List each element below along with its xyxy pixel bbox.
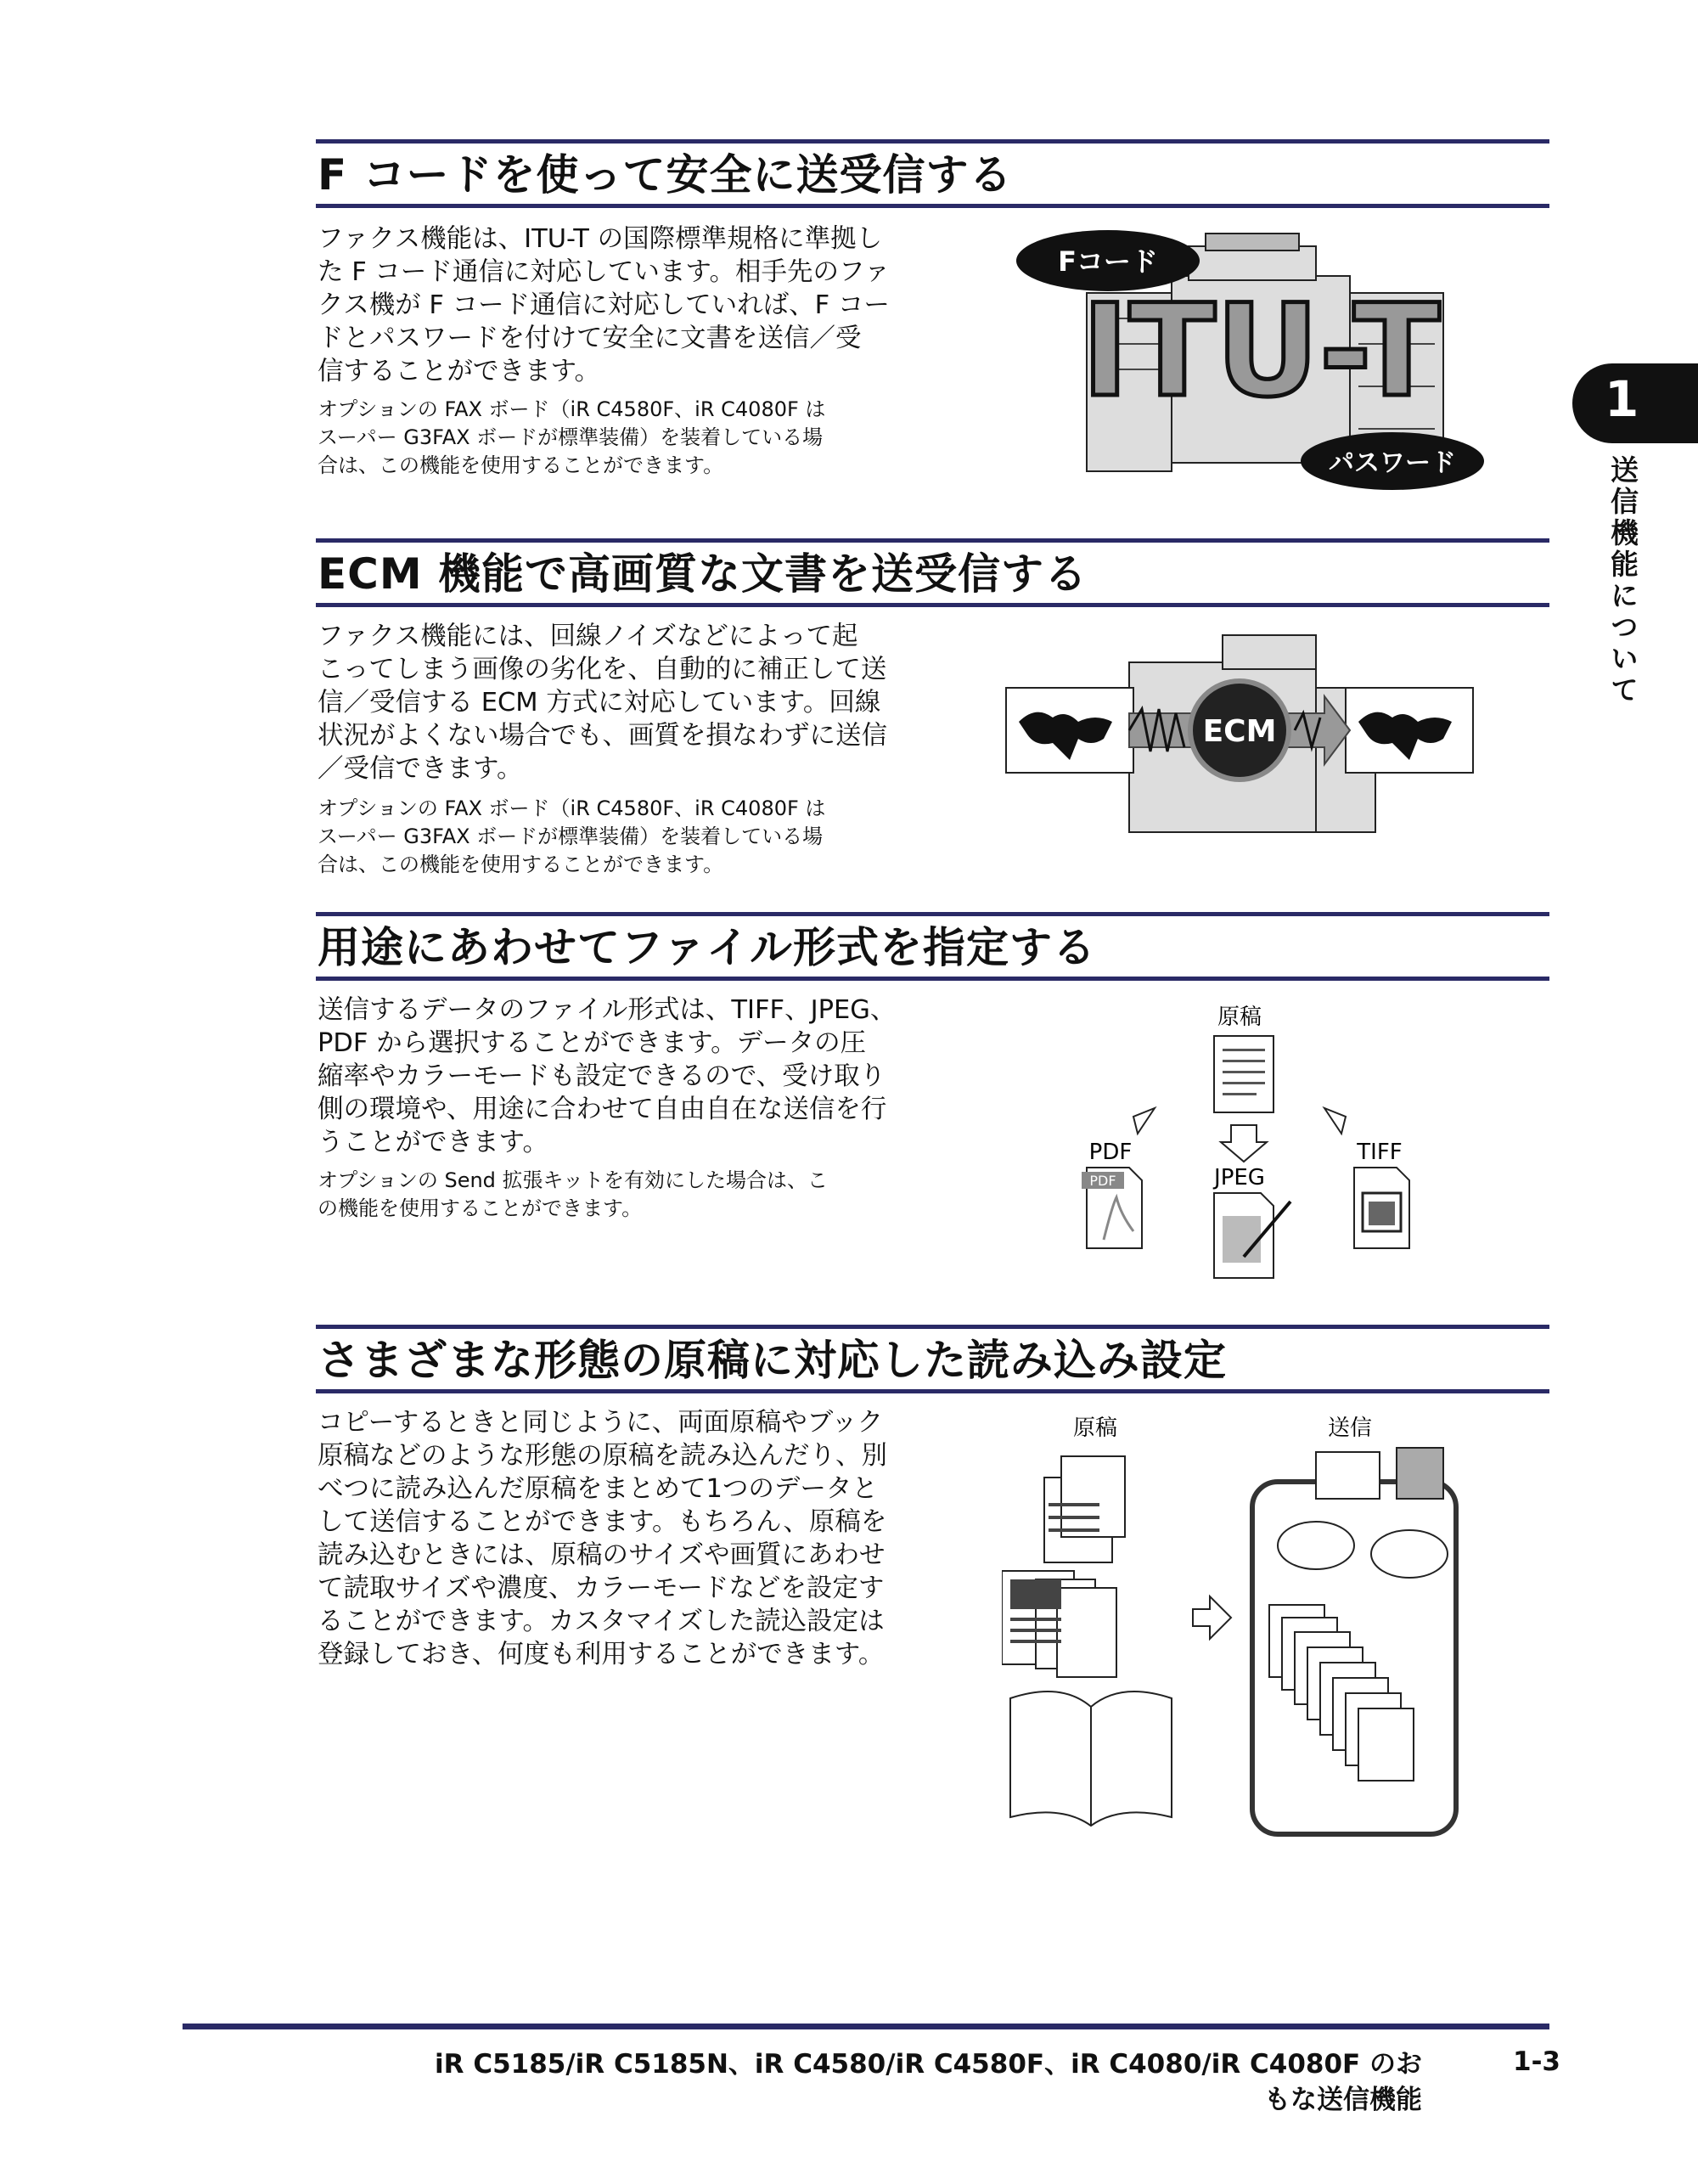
page-number: 1-3: [1513, 2046, 1561, 2077]
pdf-icon-label: PDF: [1089, 1173, 1116, 1189]
section-note: オプションの FAX ボード（iR C4580F、iR C4080F は スーパー G3FAX ボードが標準装備）を装着している場 合は、この機能を使用することができます。: [318, 397, 826, 477]
footer-title: iR C5185/iR C5185N、iR C4580/iR C4580F、iR C4080/iR C4080F のお もな送信機能: [435, 2049, 1422, 2115]
fcode-badge: Fコード: [1058, 245, 1158, 278]
section-note: オプションの FAX ボード（iR C4580F、iR C4080F は スーパー G3FAX ボードが標準装備）を装着している場 合は、この機能を使用することができます。: [318, 796, 826, 876]
document-icon: [1214, 1036, 1274, 1112]
section-rule-bottom: [316, 977, 1549, 981]
section-body: ファクス機能は、ITU-T の国際標準規格に準拠し た F コード通信に対応しています。相手先のファ クス機が F コード通信に対応していれば、F コー ドとパスワードを付けて安全に文書を送信／受 信することができます。: [318, 224, 891, 386]
email-icon: [1316, 1452, 1380, 1499]
section-body: 送信するデータのファイル形式は、TIFF、JPEG、 PDF から選択することができます。データの圧 縮率やカラーモードも設定できるので、受け取り 側の環境や、用途に合わせて自由自在な送信を行 うことができます。: [318, 995, 897, 1157]
ecm-figure: [1002, 628, 1477, 849]
footer-rule: [183, 2024, 1549, 2029]
send-label: 送信: [1327, 1416, 1373, 1441]
section-title: さまざまな形態の原稿に対応した読み込み設定: [318, 1336, 1227, 1385]
password-badge: パスワード: [1329, 448, 1456, 478]
scan-settings-figure: [1002, 1410, 1477, 1843]
fax-icon: [1278, 1522, 1354, 1569]
section-rule-top: [316, 139, 1549, 144]
chapter-title: 送信機能について: [1606, 455, 1639, 706]
source-label: 原稿: [1217, 1005, 1262, 1030]
itu-t-label: ITU-T: [1081, 278, 1441, 425]
arrow-icon: [1221, 1125, 1267, 1162]
file-format-figure: [1070, 993, 1426, 1282]
section-rule-bottom: [316, 1389, 1549, 1393]
section-rule-bottom: [316, 603, 1549, 607]
section-body: ファクス機能には、回線ノイズなどによって起 こってしまう画像の劣化を、自動的に補正して送 信／受信する ECM 方式に対応しています。回線 状況がよくない場合でも、画質を損なわずに送信 ／受信できます。: [318, 622, 887, 784]
pdf-label: PDF: [1088, 1140, 1133, 1165]
section-rule-bottom: [316, 204, 1549, 208]
section-rule-top: [316, 1325, 1549, 1329]
section-title: F コードを使って安全に送受信する: [318, 150, 1013, 200]
jpeg-label: JPEG: [1214, 1165, 1265, 1191]
section-title: 用途にあわせてファイル形式を指定する: [318, 923, 1096, 972]
section-title: ECM 機能で高画質な文書を送受信する: [318, 549, 1088, 599]
arrow-icon: [1324, 1108, 1346, 1134]
chapter-number: 1: [1605, 370, 1639, 428]
fcode-figure: [1010, 225, 1486, 497]
tiff-label: TIFF: [1357, 1140, 1403, 1165]
server-icon: [1397, 1448, 1443, 1499]
section-rule-top: [316, 538, 1549, 543]
section-rule-top: [316, 912, 1549, 916]
arrow-icon: [1133, 1108, 1155, 1134]
ecm-label: ECM: [1202, 714, 1277, 749]
section-body: コピーするときと同じように、両面原稿やブック 原稿などのような形態の原稿を読み込んだり、別 べつに読み込んだ原稿をまとめて1つのデータと して送信することができます。もちろん、原稿を 読み込むときには、原稿のサイズや画質にあわせ て読取サイズや濃度、カラーモードなどを設定す ることができます。カスタマイズした読込設定は 登録しておき、何度も利用することができます。: [318, 1408, 887, 1669]
section-note: オプションの Send 拡張キットを有効にした場合は、こ の機能を使用することができます。: [318, 1168, 829, 1220]
source-label: 原稿: [1072, 1416, 1118, 1441]
arrow-icon: [1193, 1596, 1231, 1639]
fax-icon: [1371, 1530, 1448, 1578]
